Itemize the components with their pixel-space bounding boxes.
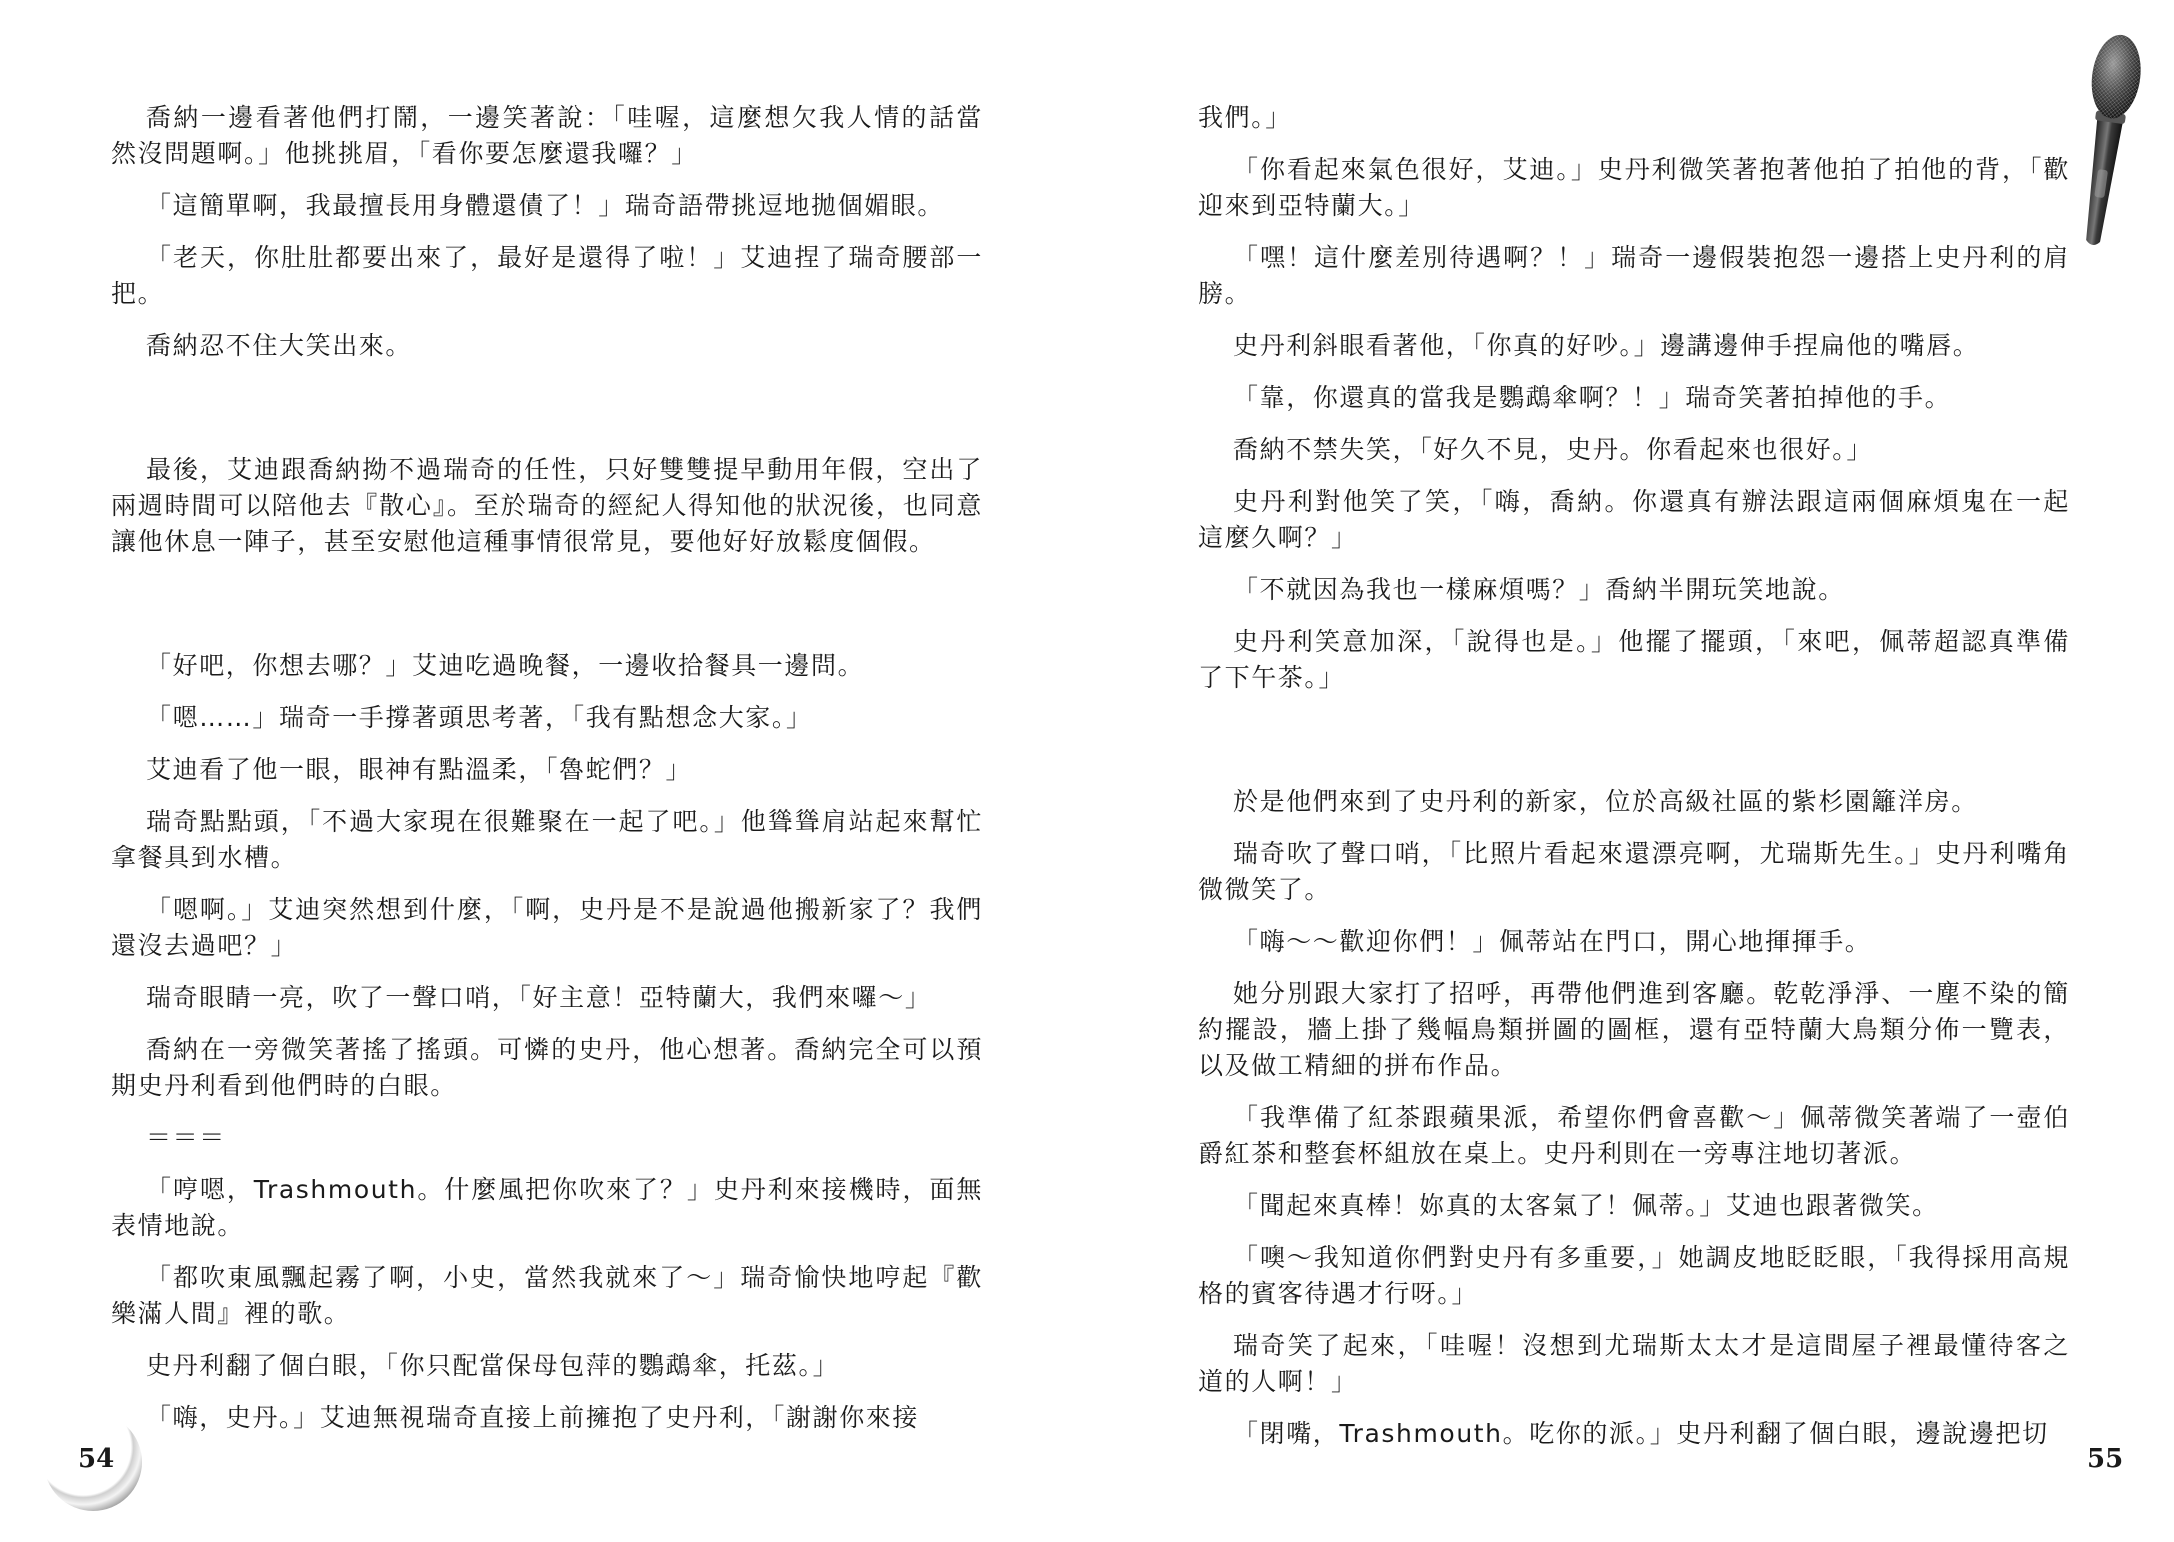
paragraph: 史丹利斜眼看著他，「你真的好吵。」邊講邊伸手捏扁他的嘴唇。 [1233,331,1980,360]
left-text-column [111,100,983,1452]
paragraph: 「嗯……」瑞奇一手撐著頭思考著，「我有點想念大家。」 [146,703,813,732]
section-break [1198,712,2070,784]
paragraph: 「都吹東風飄起霧了啊，小史，當然我就來了～」瑞奇愉快地哼起『歡樂滿人間』裡的歌。 [111,1263,983,1328]
paragraph: 喬納一邊看著他們打鬧，一邊笑著說：「哇喔，這麼想欠我人情的話當然沒問題啊。」他挑挑眉，「看你要怎麼還我囉？」 [111,103,983,168]
paragraph: 「嘿！這什麼差別待遇啊？！」瑞奇一邊假裝抱怨一邊搭上史丹利的肩膀。 [1198,243,2070,308]
paragraph: 「我準備了紅茶跟蘋果派，希望你們會喜歡～」佩蒂微笑著端了一壺伯爵紅茶和整套杯組放在桌上。史丹利則在一旁專注地切著派。 [1198,1103,2070,1168]
paragraph: 「嗯啊。」艾迪突然想到什麼，「啊，史丹是不是說過他搬新家了？我們還沒去過吧？」 [111,895,983,960]
page-number: 54 [78,1444,115,1474]
paragraph: 史丹利翻了個白眼，「你只配當保母包萍的鸚鵡傘，托茲。」 [146,1351,840,1380]
paragraph: 「閉嘴，Trashmouth。吃你的派。」史丹利翻了個白眼，邊說邊把切 [1233,1419,2049,1448]
paragraph: 「靠，你還真的當我是鸚鵡傘啊？！」瑞奇笑著拍掉他的手。 [1233,383,1952,412]
paragraph: 「好吧，你想去哪？」艾迪吃過晚餐，一邊收拾餐具一邊問。 [146,651,865,680]
paragraph: 「這簡單啊，我最擅長用身體還債了！」瑞奇語帶挑逗地拋個媚眼。 [146,191,945,220]
paragraph: 「噢～我知道你們對史丹有多重要，」她調皮地眨眨眼，「我得採用高規格的賓客待遇才行呀。」 [1198,1243,2070,1308]
paragraph: 喬納忍不住大笑出來。 [146,331,413,360]
paragraph: 我們。」 [1198,103,1292,132]
paragraph: 喬納在一旁微笑著搖了搖頭。可憐的史丹，他心想著。喬納完全可以預期史丹利看到他們時的白眼。 [111,1035,983,1100]
paragraph: 她分別跟大家打了招呼，再帶他們進到客廳。乾乾淨淨、一塵不染的簡約擺設，牆上掛了幾幅鳥類拼圖的圖框，還有亞特蘭大鳥類分佈一覽表，以及做工精細的拼布作品。 [1198,979,2070,1080]
section-break [111,380,983,452]
paragraph: 於是他們來到了史丹利的新家，位於高級社區的紫杉園籬洋房。 [1233,787,1978,816]
paragraph: 瑞奇吹了聲口哨，「比照片看起來還漂亮啊，尤瑞斯先生。」史丹利嘴角微微笑了。 [1198,839,2070,904]
paragraph: 瑞奇笑了起來，「哇喔！沒想到尤瑞斯太太才是這間屋子裡最懂待客之道的人啊！」 [1198,1331,2070,1396]
paragraph: 「哼嗯，Trashmouth。什麼風把你吹來了？」史丹利來接機時，面無表情地說。 [111,1175,983,1240]
paragraph: 喬納不禁失笑，「好久不見，史丹。你看起來也很好。」 [1233,435,1874,464]
paragraph: 「嗨～～歡迎你們！」佩蒂站在門口，開心地揮揮手。 [1233,927,1872,956]
paragraph: 艾迪看了他一眼，眼神有點溫柔，「魯蛇們？」 [146,755,693,784]
paragraph: 史丹利對他笑了笑，「嗨，喬納。你還真有辦法跟這兩個麻煩鬼在一起這麼久啊？」 [1198,487,2070,552]
paragraph: 「不就因為我也一樣麻煩嗎？」喬納半開玩笑地說。 [1233,575,1845,604]
microphone-icon [2057,30,2157,255]
paragraph: 最後，艾迪跟喬納拗不過瑞奇的任性，只好雙雙提早動用年假，空出了兩週時間可以陪他去『散心』。至於瑞奇的經紀人得知他的狀況後，也同意讓他休息一陣子，甚至安慰他這種事情很常見，要他好好放鬆度個假。 [111,455,983,556]
right-text-column [1198,100,2070,1468]
paragraph: 「聞起來真棒！妳真的太客氣了！佩蒂。」艾迪也跟著微笑。 [1233,1191,1939,1220]
paragraph: 「嗨，史丹。」艾迪無視瑞奇直接上前擁抱了史丹利，「謝謝你來接 [146,1403,920,1432]
section-break [111,576,983,648]
paragraph: 瑞奇點點頭，「不過大家現在很難聚在一起了吧。」他聳聳肩站起來幫忙拿餐具到水槽。 [111,807,983,872]
paragraph: 史丹利笑意加深，「說得也是。」他擺了擺頭，「來吧，佩蒂超認真準備了下午茶。」 [1198,627,2070,692]
paragraph: 瑞奇眼睛一亮，吹了一聲口哨，「好主意！亞特蘭大，我們來囉～」 [146,983,932,1012]
paragraph: 「老天，你肚肚都要出來了，最好是還得了啦！」艾迪捏了瑞奇腰部一把。 [111,243,983,308]
paragraph: 「你看起來氣色很好，艾迪。」史丹利微笑著抱著他拍了拍他的背，「歡迎來到亞特蘭大。」 [1198,155,2070,220]
scene-divider: ＝＝＝ [146,1123,226,1152]
right-page [1087,0,2174,1542]
page-number: 55 [2087,1444,2124,1474]
